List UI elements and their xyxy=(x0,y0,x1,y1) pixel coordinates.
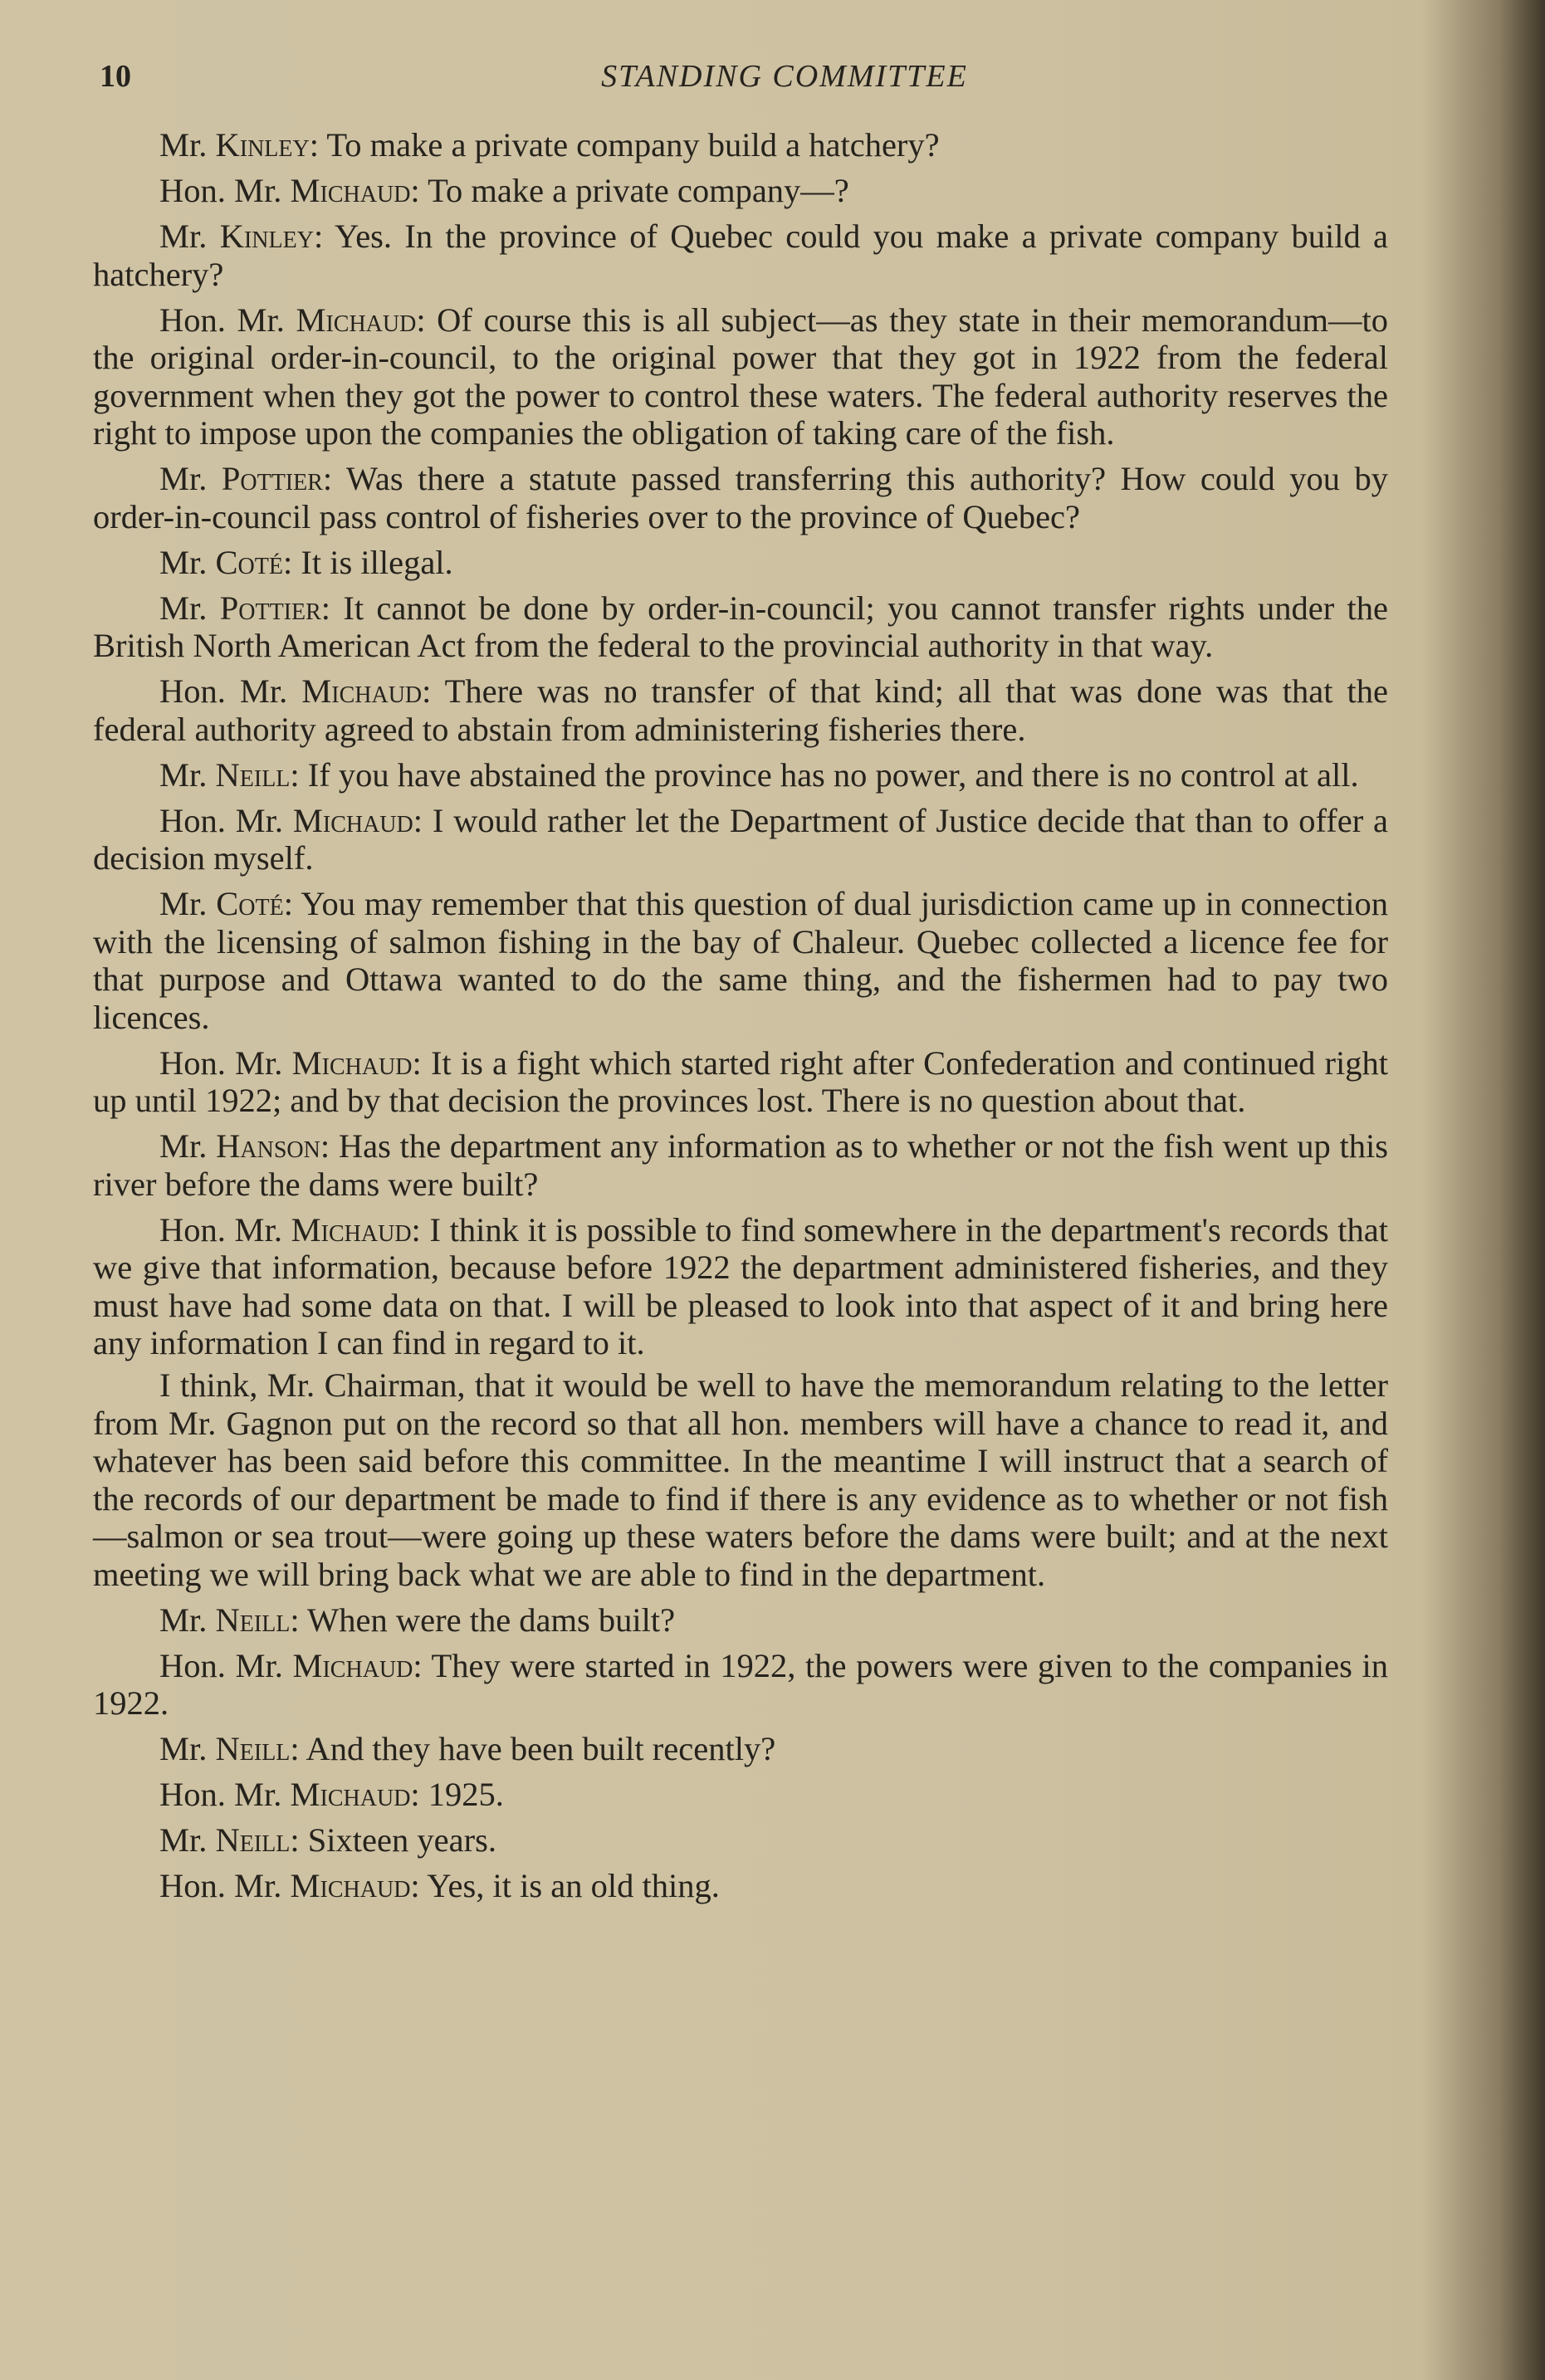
paragraph xyxy=(93,589,1388,665)
paragraph xyxy=(93,1867,1388,1905)
speaker-name: Hanson xyxy=(216,1127,320,1165)
speaker-name: Michaud xyxy=(296,301,417,339)
speaker-prefix: Mr. xyxy=(159,755,216,794)
paragraph-text: : To make a private company—? xyxy=(410,172,849,209)
speaker-prefix: Mr. xyxy=(159,885,217,922)
speaker-name: Michaud xyxy=(290,1867,411,1904)
paragraph xyxy=(93,301,1388,452)
paragraph xyxy=(93,756,1388,794)
speaker-name: Michaud xyxy=(301,672,423,710)
speaker-prefix: Mr. xyxy=(159,126,216,164)
paragraph xyxy=(93,544,1388,582)
speaker-name: Neill xyxy=(215,1821,291,1859)
speaker-name: Michaud xyxy=(290,1776,411,1813)
speaker-prefix: Mr. xyxy=(159,1127,217,1165)
paragraph xyxy=(93,126,1388,164)
paragraph-text: : 1925. xyxy=(410,1776,504,1813)
speaker-prefix: Hon. Mr. xyxy=(159,1210,291,1249)
paragraph xyxy=(93,1776,1388,1814)
paragraph xyxy=(93,1044,1388,1120)
paragraph xyxy=(93,885,1388,1036)
speaker-prefix: Mr. xyxy=(159,543,216,581)
paragraph xyxy=(93,1730,1388,1768)
speaker-name: Neill xyxy=(215,1730,291,1767)
paragraph xyxy=(93,1821,1388,1860)
page-number: 10 xyxy=(100,59,131,94)
speaker-prefix: Hon. Mr. xyxy=(159,172,291,209)
paragraph-text: : To make a private company build a hatchery? xyxy=(309,126,940,164)
speaker-prefix: Mr. xyxy=(159,1821,216,1859)
speaker-name: Michaud xyxy=(292,801,413,839)
paragraph-text: I think, Mr. Chairman, that it would be well to have the memorandum relating to the letter from Mr. Gagnon put on the record so that all hon. members will have a chance to read it, and whatever has been said before this committee. In the meantime I will instruct that a search of the records of our department be made to find if there is any evidence as to whether or not fish—salmon or sea trout—were going up these waters before the dams were built; and at the next meeting we will bring back what we are able to find in the department. xyxy=(93,1366,1388,1593)
paragraph-text: : When were the dams built? xyxy=(290,1601,676,1639)
speaker-prefix: Mr. xyxy=(159,217,220,255)
speaker-prefix: Mr. xyxy=(159,589,220,627)
paragraph-text: : Yes, it is an old thing. xyxy=(410,1867,720,1904)
paragraph-text: : They were started in 1922, the powers were given to the companies in 1922. xyxy=(93,1646,1388,1722)
paragraph-text: : If you have abstained the province has no power, and there is no control at all. xyxy=(290,755,1359,794)
paragraph xyxy=(93,460,1388,535)
paragraph xyxy=(93,1366,1388,1593)
paragraph xyxy=(93,1211,1388,1362)
paragraph xyxy=(93,672,1388,748)
paragraph-text: : Sixteen years. xyxy=(290,1821,496,1859)
speaker-prefix: Hon. Mr. xyxy=(159,1776,291,1813)
transcript-body xyxy=(93,126,1388,1913)
paragraph-text: : I would rather let the Department of Justice decide that than to offer a decision myself. xyxy=(93,801,1388,877)
running-head: STANDING COMMITTEE xyxy=(601,59,968,94)
speaker-name: Michaud xyxy=(292,1646,413,1684)
paragraph xyxy=(93,1647,1388,1723)
paragraph-text: : You may remember that this question of dual jurisdiction came up in connection with the licensing of salmon fishing in the bay of Chaleur. Quebec collected a licence fee for that purpose and Ottawa wanted to do the same thing, and the fishermen had to pay two licences. xyxy=(93,885,1388,1036)
speaker-prefix: Mr. xyxy=(159,1601,216,1639)
paragraph-text: : Has the department any information as to whether or not the fish went up this river before the dams were built? xyxy=(93,1127,1388,1203)
paragraph-text: : There was no transfer of that kind; all that was done was that the federal authority agreed to abstain from administering fisheries there. xyxy=(93,672,1388,748)
speaker-prefix: Hon. Mr. xyxy=(159,1646,293,1684)
paragraph xyxy=(93,802,1388,877)
speaker-name: Michaud xyxy=(291,1043,413,1082)
paragraph-text: : It is illegal. xyxy=(282,543,453,581)
speaker-prefix: Mr. xyxy=(159,1730,216,1767)
paragraph-text: : It is a fight which started right after Confederation and continued right up until 1922; and by that decision the provinces lost. There is no question about that. xyxy=(93,1043,1388,1119)
paragraph xyxy=(93,217,1388,293)
paragraph-text: : It cannot be done by order-in-council; you cannot transfer rights under the British North American Act from the federal to the provincial authority in that way. xyxy=(93,589,1388,664)
paragraph-text: : I think it is possible to find somewhere in the department's records that we give that information, because before 1922 the department administered fisheries, and they must have had some data on that. I will be pleased to look into that aspect of it and bring here any information I can find in regard to it. xyxy=(93,1210,1388,1361)
speaker-prefix: Hon. Mr. xyxy=(159,301,296,339)
speaker-name: Coté xyxy=(215,543,283,581)
paragraph xyxy=(93,1127,1388,1203)
speaker-name: Neill xyxy=(215,1601,291,1639)
speaker-prefix: Hon. Mr. xyxy=(159,1043,292,1082)
speaker-name: Kinley xyxy=(215,126,310,164)
speaker-name: Neill xyxy=(215,755,291,794)
speaker-name: Michaud xyxy=(290,172,411,209)
speaker-name: Coté xyxy=(216,885,284,922)
speaker-prefix: Hon. Mr. xyxy=(159,672,302,710)
speaker-name: Michaud xyxy=(291,1210,412,1249)
speaker-name: Pottier xyxy=(219,589,321,627)
paragraph-text: : Yes. In the province of Quebec could you make a private company build a hatchery? xyxy=(93,217,1388,293)
paragraph-text: : And they have been built recently? xyxy=(290,1730,776,1767)
speaker-name: Pottier xyxy=(221,460,323,497)
page-header xyxy=(100,51,1469,101)
paragraph-text: : Of course this is all subject—as they state in their memorandum—to the original order-in-council, to the original power that they got in 1922 from the federal government when they got the power to control these waters. The federal authority reserves the right to impose upon the companies the obligation of taking care of the fish. xyxy=(93,301,1389,452)
speaker-prefix: Hon. Mr. xyxy=(159,1867,291,1904)
paragraph xyxy=(93,172,1388,210)
speaker-prefix: Mr. xyxy=(159,460,222,497)
speaker-prefix: Hon. Mr. xyxy=(159,801,293,839)
paragraph-text: : Was there a statute passed transferring this authority? How could you by order-in-council pass control of fisheries over to the province of Quebec? xyxy=(93,460,1388,535)
paragraph xyxy=(93,1601,1388,1640)
speaker-name: Kinley xyxy=(219,217,314,255)
